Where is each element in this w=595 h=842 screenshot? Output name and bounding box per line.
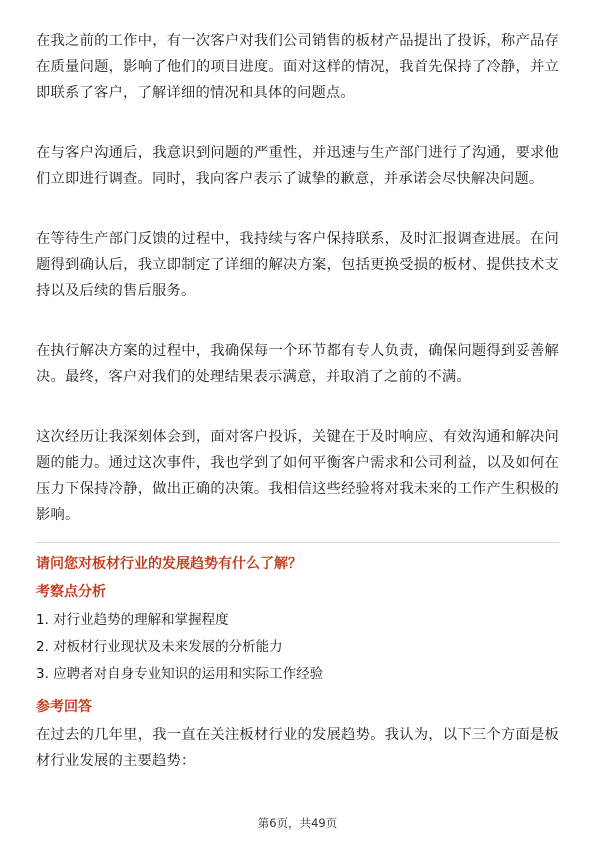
section-divider [36,542,559,543]
analysis-item-2: 2. 对板材行业现状及未来发展的分析能力 [36,639,283,655]
answer-paragraph-5: 这次经历让我深刻体会到，面对客户投诉，关键在于及时响应、有效沟通和解决问题的能力。通过这次事件，我也学到了如何平衡客户需求和公司利益，以及如何在压力下保持冷静，做出正确的决策。我相信这些经验将对我未来的工作产生积极的影响。 [36,429,559,523]
analysis-heading: 考察点分析 [36,584,106,600]
page-content [36,28,559,774]
answer-paragraph-4: 在执行解决方案的过程中，我确保每一个环节都有专人负责，确保问题得到妥善解决。最终，客户对我们的处理结果表示满意，并取消了之前的不满。 [36,343,559,385]
analysis-item-1: 1. 对行业趋势的理解和掌握程度 [36,612,229,628]
answer-paragraph-3: 在等待生产部门反馈的过程中，我持续与客户保持联系，及时汇报调查进展。在问题得到确认后，我立即制定了详细的解决方案，包括更换受损的板材、提供技术支持以及后续的售后服务。 [36,231,559,299]
analysis-list [36,607,559,688]
reference-answer: 在过去的几年里，我一直在关注板材行业的发展趋势。我认为，以下三个方面是板材行业发展的主要趋势： [36,727,559,769]
reference-heading: 参考回答 [36,699,92,715]
answer-paragraph-1: 在我之前的工作中，有一次客户对我们公司销售的板材产品提出了投诉，称产品存在质量问题，影响了他们的项目进度。面对这样的情况，我首先保持了冷静，并立即联系了客户，了解详细的情况和具体的问题点。 [36,33,559,101]
page-number: 第6页，共49页 [257,816,338,830]
answer-paragraph-2: 在与客户沟通后，我意识到问题的严重性，并迅速与生产部门进行了沟通，要求他们立即进行调查。同时，我向客户表示了诚挚的歉意，并承诺会尽快解决问题。 [36,145,559,187]
interview-question: 请问您对板材行业的发展趋势有什么了解？ [36,556,302,572]
analysis-item-3: 3. 应聘者对自身专业知识的运用和实际工作经验 [36,666,324,682]
